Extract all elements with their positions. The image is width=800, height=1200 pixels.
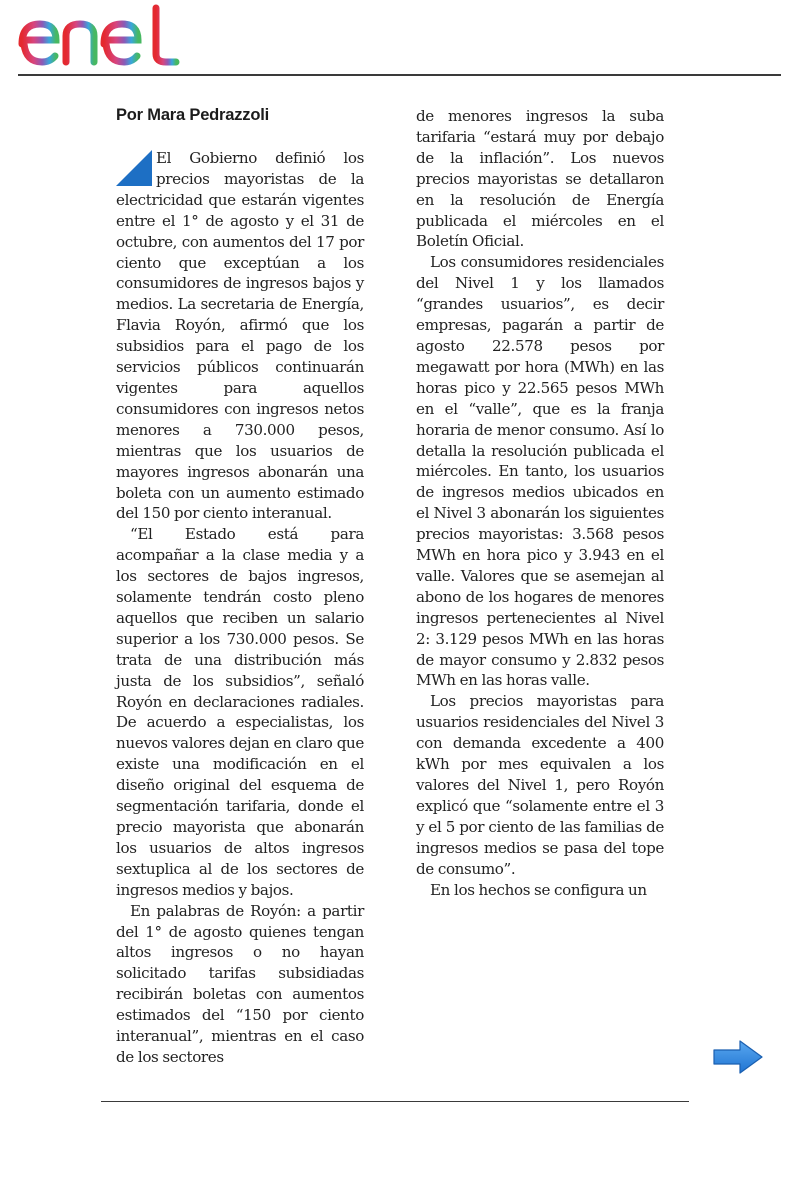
triangle-icon bbox=[116, 150, 152, 186]
article-column-left bbox=[116, 148, 364, 1068]
paragraph: de menores ingresos la suba tarifaria “estará muy por debajo de la inflación”. Los nuevos precios mayoristas se detallaron en la resolución de Energía publicada el miércoles en el Boletín Oficial. bbox=[416, 107, 664, 251]
article-column-right bbox=[416, 106, 664, 900]
paragraph: Los precios mayoristas para usuarios residenciales del Nivel 3 con demanda excedente a 400 kWh por mes equivalen a los valores del Nivel 1, pero Royón explicó que “solamente entre el 3 y el 5 por ciento de las familias de ingresos medios se pasa del tope de consumo”. bbox=[416, 692, 664, 878]
paragraph: En palabras de Royón: a partir del 1° de agosto quienes tengan altos ingresos o no hayan solicitado tarifas subsidiadas recibirán boletas con aumentos estimados del “150 por ciento interanual”, mientras en el caso de los sectores bbox=[116, 901, 364, 1066]
paragraph: “El Estado está para acompañar a la clase media y a los sectores de bajos ingresos, solamente tendrán costo pleno aquellos que reciben un salario superior a los 730.000 pesos. Se trata de una distribución más justa de los subsidios”, señaló Royón en declaraciones radiales. De acuerdo a especialistas, los nuevos valores dejan en claro que existe una modificación en el diseño original del esquema de segmentación tarifaria, donde el precio mayorista que abonarán los usuarios de altos ingresos sextuplica al de los sectores de ingresos medios y bajos. bbox=[116, 525, 364, 899]
header-divider bbox=[18, 74, 781, 76]
article-byline: Por Mara Pedrazzoli bbox=[116, 106, 269, 124]
footer-divider bbox=[101, 1101, 689, 1102]
paragraph: En los hechos se configura un bbox=[430, 880, 647, 899]
arrow-right-icon[interactable] bbox=[712, 1039, 764, 1075]
enel-logo bbox=[16, 4, 186, 70]
paragraph: Los consumidores residenciales del Nivel 1 y los llamados “grandes usuarios”, es decir empresas, pagarán a partir de agosto 22.578 pesos por megawatt por hora (MWh) en las horas pico y 22.565 pesos MWh en el “valle”, que es la franja horaria de menor consumo. Así lo detalla la resolución publicada el miércoles. En tanto, los usuarios de ingresos medios ubicados en el Nivel 3 abonarán los siguientes precios mayoristas: 3.568 pesos MWh en hora pico y 3.943 en el valle. Valores que se asemejan al abono de los hogares de menores ingresos pertenecientes al Nivel 2: 3.129 pesos MWh en las horas de mayor consumo y 2.832 pesos MWh en las horas valle. bbox=[416, 253, 664, 690]
paragraph: El Gobierno definió los precios mayoristas de la electricidad que estarán vigentes entre el 1° de agosto y el 31 de octubre, con aumentos del 17 por ciento que exceptúan a los consumidores de ingresos bajos y medios. La secretaria de Energía, Flavia Royón, afirmó que los subsidios para el pago de los servicios públicos continuarán vigentes para aquellos consumidores con ingresos netos menores a 730.000 pesos, mientras que los usuarios de mayores ingresos abonarán una boleta con un aumento estimado del 150 por ciento interanual. bbox=[116, 149, 364, 523]
